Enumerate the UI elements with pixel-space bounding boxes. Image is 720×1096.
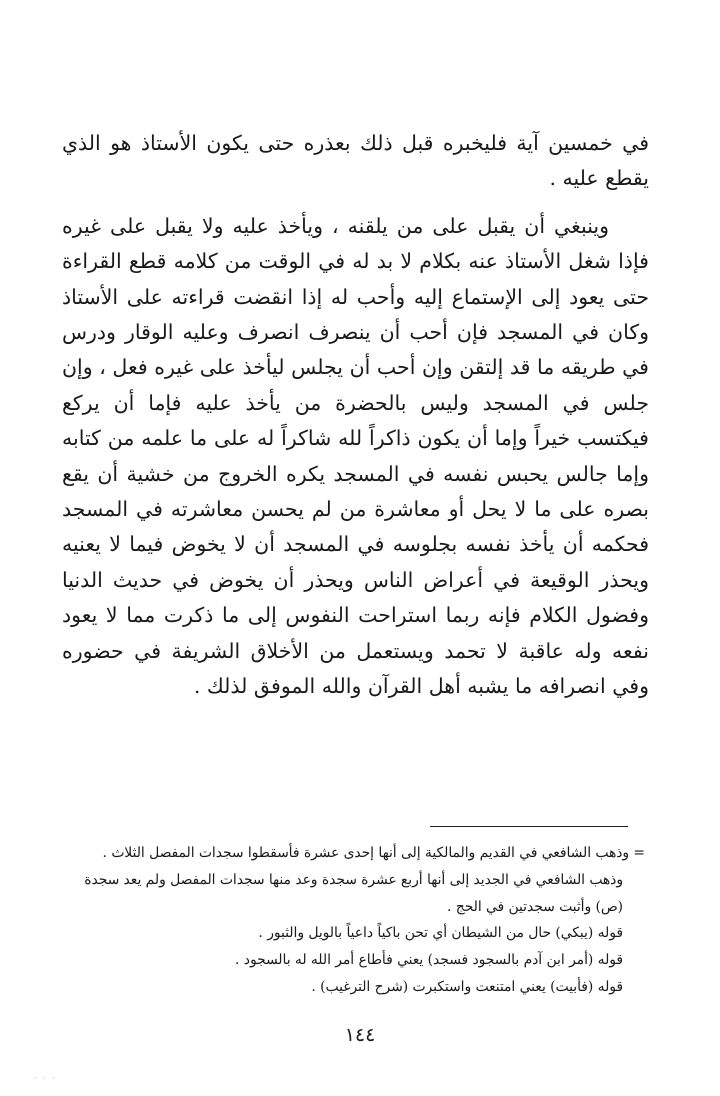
main-text [62,126,649,705]
footnote-line: قوله (يبكي) حال من الشيطان أي تحن باكياً داعياً بالويل والثبور . [258,925,623,942]
page-number: ١٤٤ [344,1024,376,1046]
paragraph-main: وينبغي أن يقبل على من يلقنه ، ويأخذ عليه ولا يقبل على غيره فإذا شغل الأستاذ عنه بكلام لا بد له في الوقت من كلامه قطع القراءة حتى يعود إلى الإستماع إليه وأحب له إذا انقضت قراءته على الأستاذ وكان في المسجد فإن أحب أن ينصرف انصرف وعليه الوقار ودرس في طريقه ما قد إلتقن وإن أحب أن يجلس ليأخذ على غيره فعل ، وإن جلس في المسجد وليس بالحضرة من يأخذ عليه فإما أن يركع فيكتسب خيراً وإما أن يكون ذاكراً لله شاكراً له على ما علمه من كتابه وإما جالس يحبس نفسه في المسجد يكره الخروج من خشية أن يقع بصره على ما لا يحل أو معاشرة من لم يحسن معاشرته في المسجد فحكمه أن يأخذ نفسه بجلوسه في المسجد أن لا يخوض فيما لا يعنيه ويحذر الوقيعة في أعراض الناس ويحذر أن يخوض في حديث الدنيا وفضول الكلام فإنه ربما استراحت النفوس إلى ما ذكرت مما لا يعود نفعه وله عاقبة لا تحمد ويستعمل من الأخلاق الشريفة في حضوره وفي انصرافه ما يشبه أهل القرآن والله الموفق لذلك . [62,213,649,699]
footnote-line: قوله (فأبيت) يعني امتنعت واستكبرت (شرح الترغيب) . [311,978,623,995]
footnotes [70,840,645,1001]
footnote-line: وذهب الشافعي في الجديد إلى أنها أربع عشرة سجدة وعد منها سجدات المفصل ولم يعد سجدة (ص) وأثبت سجدتين في الحج . [84,871,623,915]
footnote-separator [430,826,628,827]
footnote-line: = وذهب الشافعي في القديم والمالكية إلى أنها إحدى عشرة فأسقطوا سجدات المفصل الثلاث . [102,845,645,861]
scan-speckle: · · · [34,1074,57,1083]
footnote-line: قوله (أمر ابن آدم بالسجود فسجد) يعني فأطاع أمر الله له بالسجود . [235,952,623,969]
paragraph-continuation: في خمسين آية فليخبره قبل ذلك بعذره حتى يكون الأستاذ هو الذي يقطع عليه . [62,131,649,191]
